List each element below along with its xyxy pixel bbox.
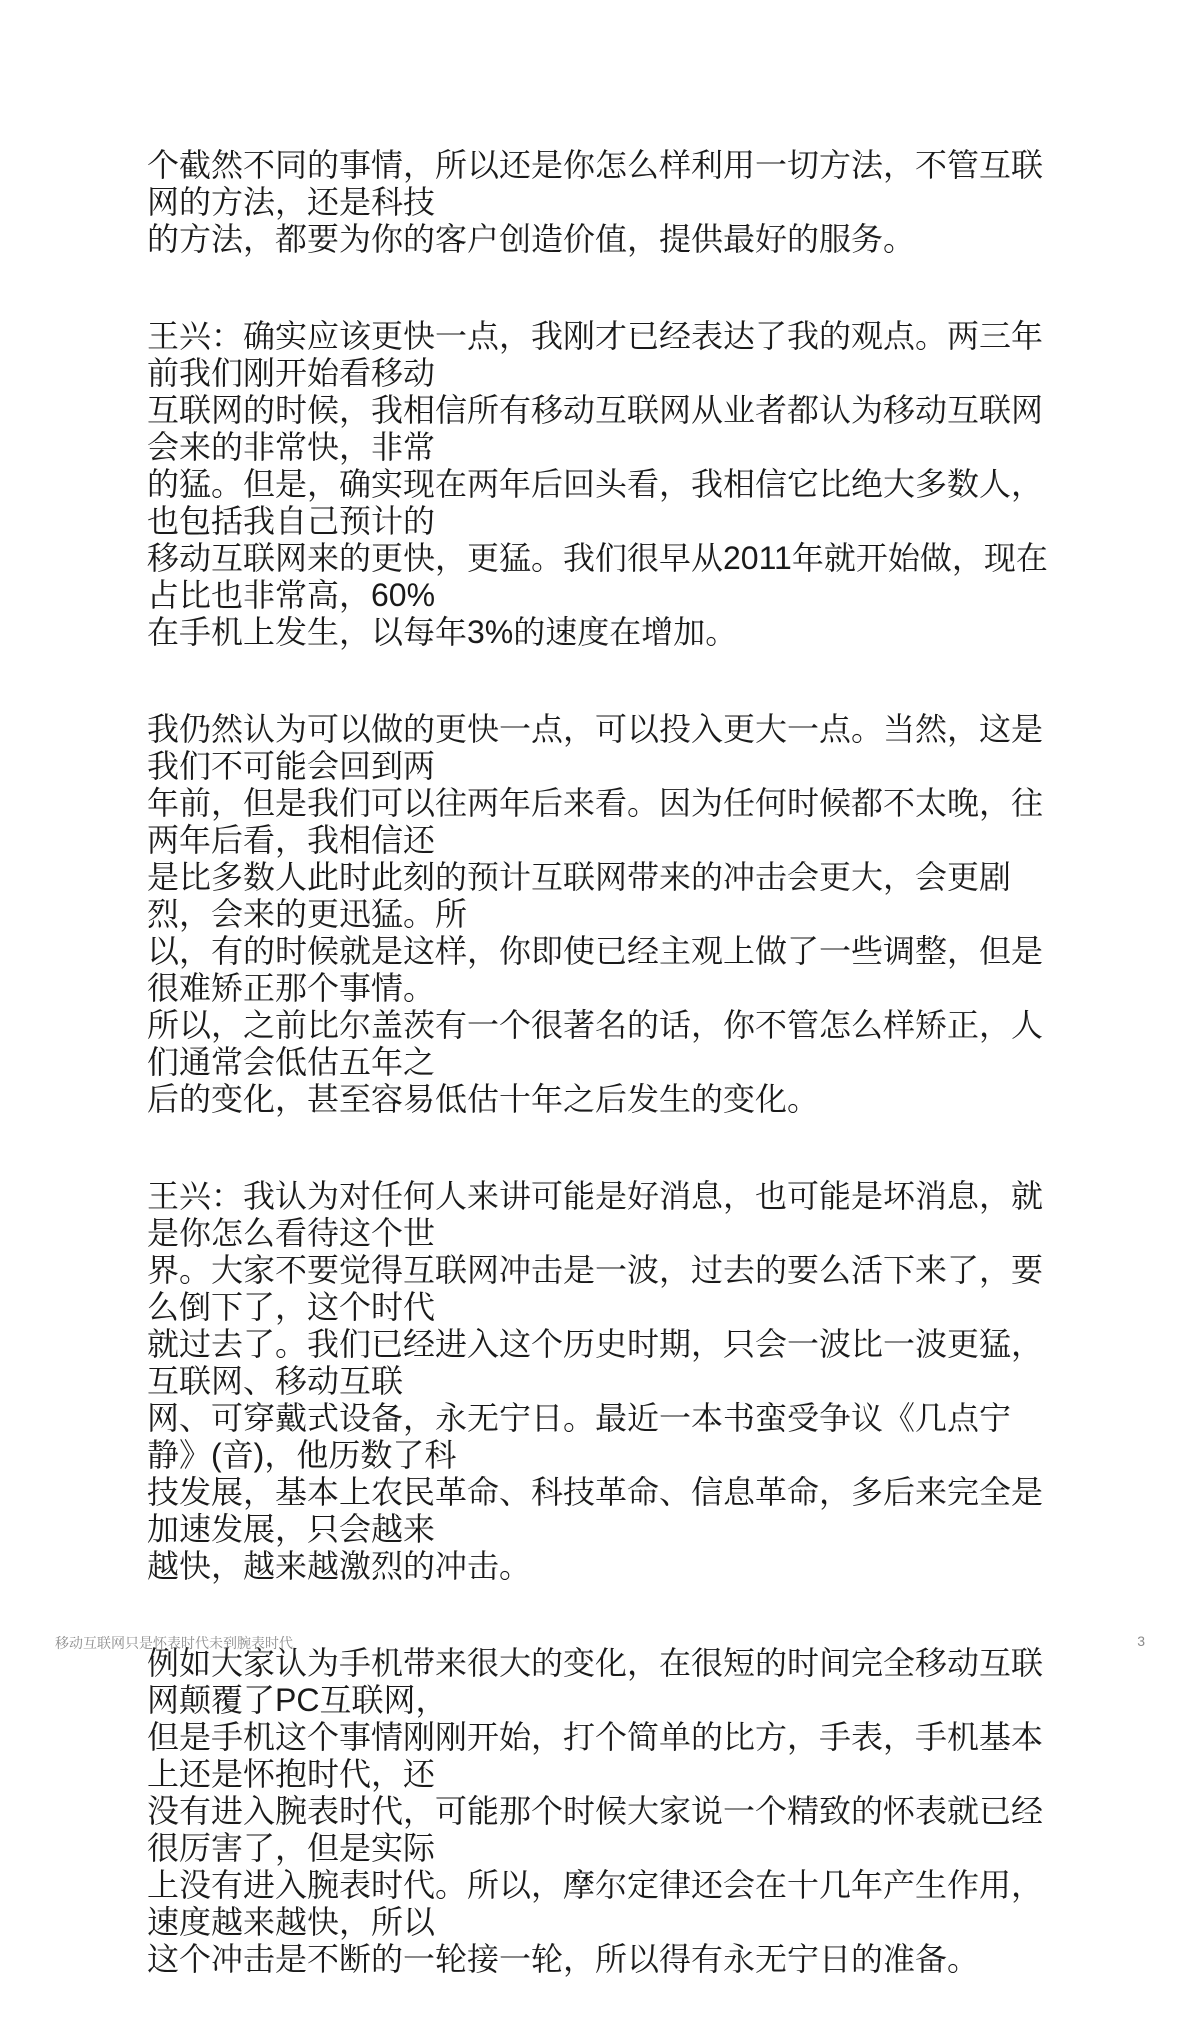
text-line: 技发展，基本上农民革命、科技革命、信息革命，多后来完全是加速发展，只会越来	[147, 1474, 1044, 1547]
text-line: 个截然不同的事情，所以还是你怎么样利用一切方法，不管互联网的方法，还是科技	[147, 147, 1044, 220]
paragraph-2	[147, 318, 1053, 651]
text-line: 以，有的时候就是这样，你即使已经主观上做了一些调整，但是很难矫正那个事情。	[147, 933, 1044, 1006]
text-line: 越快，越来越激烈的冲击。	[147, 1548, 532, 1584]
text-line: 是比多数人此时此刻的预计互联网带来的冲击会更大，会更剧烈，会来的更迅猛。所	[147, 859, 1012, 932]
text-line: 年前，但是我们可以往两年后来看。因为任何时候都不太晚，往两年后看，我相信还	[147, 785, 1044, 858]
text-line: 例如大家认为手机带来很大的变化，在很短的时间完全移动互联网颠覆了PC互联网，	[147, 1645, 1044, 1718]
text-line: 的方法，都要为你的客户创造价值，提供最好的服务。	[147, 221, 916, 257]
paragraph-1	[147, 147, 1053, 258]
text-line: 网、可穿戴式设备，永无宁日。最近一本书蛮受争议《几点宁静》(音)，他历数了科	[147, 1400, 1012, 1473]
paragraph-4	[147, 1178, 1053, 1585]
text-line: 界。大家不要觉得互联网冲击是一波，过去的要么活下来了，要么倒下了，这个时代	[147, 1252, 1044, 1325]
text-line: 移动互联网来的更快，更猛。我们很早从2011年就开始做，现在占比也非常高，60%	[147, 540, 1048, 613]
text-line: 没有进入腕表时代，可能那个时候大家说一个精致的怀表就已经很厉害了，但是实际	[147, 1793, 1044, 1866]
text-line: 就过去了。我们已经进入这个历史时期，只会一波比一波更猛，互联网、移动互联	[147, 1326, 1044, 1399]
text-line: 王兴：我认为对任何人来讲可能是好消息，也可能是坏消息，就是你怎么看待这个世	[147, 1178, 1044, 1251]
text-line: 王兴：确实应该更快一点，我刚才已经表达了我的观点。两三年前我们刚开始看移动	[147, 318, 1044, 391]
text-line: 的猛。但是，确实现在两年后回头看，我相信它比绝大多数人，也包括我自己预计的	[147, 466, 1044, 539]
page-number: 3	[1137, 1633, 1145, 1649]
paragraph-5	[147, 1645, 1053, 1978]
text-line: 我仍然认为可以做的更快一点，可以投入更大一点。当然，这是我们不可能会回到两	[147, 711, 1044, 784]
text-line: 在手机上发生，以每年3%的速度在增加。	[147, 614, 738, 650]
text-line: 所以，之前比尔盖茨有一个很著名的话，你不管怎么样矫正，人们通常会低估五年之	[147, 1007, 1044, 1080]
paragraph-3	[147, 711, 1053, 1118]
text-line: 但是手机这个事情刚刚开始，打个简单的比方，手表，手机基本上还是怀抱时代，还	[147, 1719, 1044, 1792]
text-line: 这个冲击是不断的一轮接一轮，所以得有永无宁日的准备。	[147, 1941, 980, 1977]
text-line: 上没有进入腕表时代。所以，摩尔定律还会在十几年产生作用，速度越来越快，所以	[147, 1867, 1044, 1940]
text-line: 后的变化，甚至容易低估十年之后发生的变化。	[147, 1081, 820, 1117]
footer-document-title: 移动互联网只是怀表时代未到腕表时代	[55, 1635, 293, 1651]
text-line: 互联网的时候，我相信所有移动互联网从业者都认为移动互联网会来的非常快，非常	[147, 392, 1044, 465]
